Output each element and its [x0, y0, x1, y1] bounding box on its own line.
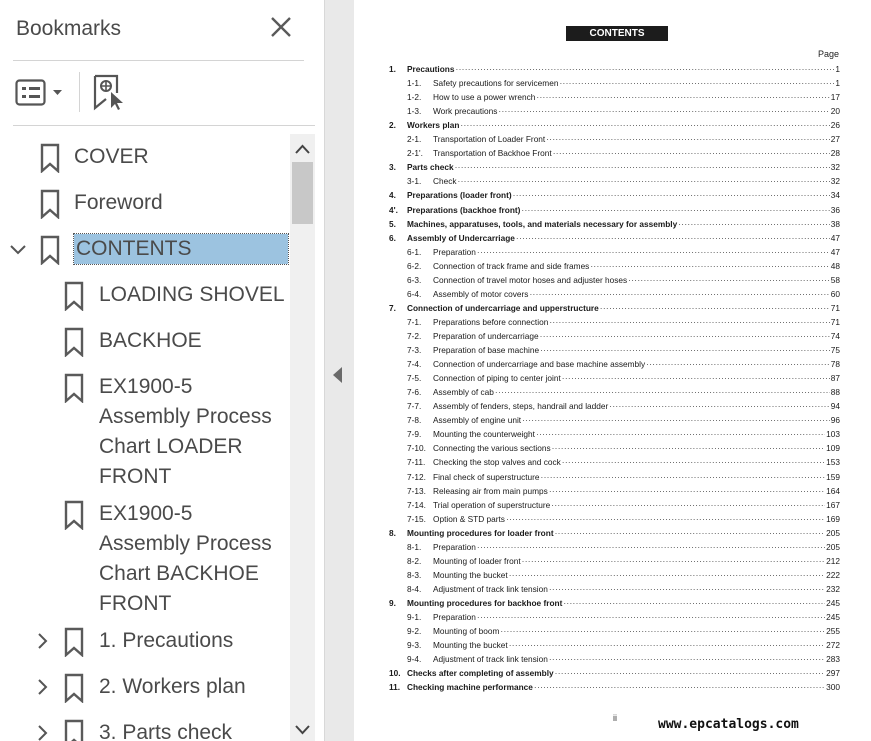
toc-entry[interactable]: [389, 639, 840, 651]
toc-page: 87: [830, 373, 840, 384]
toc-leader: [529, 288, 829, 300]
toc-title: Checks after completing of assembly: [407, 668, 554, 679]
bookmark-label: [74, 188, 163, 218]
toc-number: 5.: [389, 218, 396, 229]
bookmark-label-line: Chart LOADER: [99, 435, 243, 458]
toc-number: 6-4.: [407, 288, 422, 299]
toc-number: 7-4.: [407, 359, 422, 370]
toc-entry[interactable]: [389, 260, 840, 272]
toc-title: Assembly of engine unit: [433, 415, 522, 426]
toc-page: 28: [830, 148, 840, 159]
toc-page: 153: [826, 457, 840, 468]
toc-leader: [541, 471, 826, 483]
toc-number: 8-2.: [407, 555, 422, 566]
toc-entry[interactable]: [389, 358, 840, 370]
document-page: [354, 0, 871, 741]
chevron-down-icon: [290, 719, 315, 741]
toc-page: 34: [830, 190, 840, 201]
toc-page: 205: [826, 541, 840, 552]
panel-divider: [13, 125, 315, 126]
toc-title: Transportation of Backhoe Front: [433, 148, 552, 159]
toc-number: 1.: [389, 64, 396, 74]
bookmark-label-line: EX1900-5: [99, 502, 193, 525]
toc-number: 3-1.: [407, 176, 422, 187]
options-button[interactable]: [14, 76, 66, 110]
toc-leader: [513, 189, 830, 201]
toc-entry[interactable]: [389, 133, 840, 145]
toc-title: Mounting the counterweight: [433, 429, 535, 440]
toc-title: Preparations (backhoe front): [407, 204, 521, 215]
toc-leader: [549, 583, 825, 595]
toc-leader: [460, 119, 829, 131]
toc-entry[interactable]: [389, 232, 840, 244]
toc-leader: [646, 358, 830, 370]
toc-entry[interactable]: [389, 344, 840, 356]
toc-number: 2-1.: [407, 134, 422, 145]
bookmark-label-line: 2. Workers plan: [99, 675, 246, 698]
toc-leader: [522, 555, 826, 567]
bookmark-label: [99, 372, 272, 492]
bookmark-item[interactable]: [0, 326, 290, 356]
toc-entry[interactable]: [389, 625, 840, 637]
toc-leader: [678, 218, 830, 230]
toc-page: 20: [830, 106, 840, 117]
toc-entry[interactable]: [389, 316, 840, 328]
bookmark-icon: [63, 627, 85, 657]
toc-leader: [600, 302, 830, 314]
toc-leader: [546, 133, 830, 145]
toc-page: 32: [830, 176, 840, 187]
toc-number: 4.: [389, 190, 396, 201]
bookmark-label-line: CONTENTS: [76, 237, 192, 260]
toc-entry[interactable]: [389, 485, 840, 497]
toc-leader: [549, 653, 825, 665]
toc-page: 94: [830, 401, 840, 412]
toc-number: 1-1.: [407, 78, 422, 88]
toc-entry[interactable]: [389, 513, 840, 525]
toc-entry[interactable]: [389, 302, 840, 314]
toc-title: Mounting of boom: [433, 626, 500, 636]
toc-title: Transportation of Loader Front: [433, 134, 546, 145]
toc-title: Safety precautions for servicemen: [433, 78, 559, 88]
toc-leader: [477, 611, 825, 623]
toc-entry[interactable]: [389, 681, 840, 693]
bookmark-icon: [39, 235, 61, 265]
bookmark-label-line: BACKHOE: [99, 329, 202, 352]
toc-number: 7-13.: [407, 485, 426, 496]
toc-page: 58: [830, 274, 840, 285]
chevron-down-icon[interactable]: [8, 239, 28, 259]
bookmark-icon: [63, 500, 85, 530]
toc-number: 7-3.: [407, 345, 422, 355]
toc-page: 222: [826, 569, 840, 580]
toc-page: 272: [826, 640, 840, 651]
toc-entry[interactable]: [389, 583, 840, 595]
toc-number: 4'.: [389, 204, 398, 215]
toc-page: 283: [826, 654, 840, 665]
toc-entry[interactable]: [389, 456, 840, 468]
toc-leader: [509, 639, 825, 651]
toc-number: 7-14.: [407, 499, 426, 510]
toc-leader: [534, 681, 825, 693]
toc-number: 7-1.: [407, 316, 422, 327]
toc-number: 8-1.: [407, 541, 422, 552]
toc-page: 164: [826, 485, 840, 496]
bookmark-item[interactable]: [0, 372, 290, 492]
toc-entry[interactable]: [389, 611, 840, 623]
toc-number: 9-3.: [407, 640, 422, 651]
toc-title: Checking the stop valves and cock: [433, 457, 561, 468]
toc-number: 6-2.: [407, 260, 422, 271]
toc-page: 169: [826, 513, 840, 524]
toc-leader: [553, 147, 830, 159]
toc-title: Mounting procedures for loader front: [407, 527, 554, 538]
toc-title: Assembly of cab: [433, 387, 494, 398]
toc-title: Work precautions: [433, 106, 498, 117]
toc-title: Checking machine performance: [407, 682, 533, 693]
list-options-icon: [14, 76, 66, 110]
toc-title: Preparations before connection: [433, 316, 549, 327]
toc-entry[interactable]: [389, 189, 840, 201]
toc-entry[interactable]: [389, 667, 840, 679]
toc-number: 6.: [389, 232, 396, 243]
toc-page: 36: [830, 204, 840, 215]
toc-entry[interactable]: [389, 119, 840, 131]
bookmark-label-line: 1. Precautions: [99, 629, 234, 652]
scroll-thumb[interactable]: [292, 162, 313, 224]
toc-title: Assembly of motor covers: [433, 288, 529, 299]
toc-page: 1: [835, 78, 840, 88]
bookmark-label-line: Foreword: [74, 191, 163, 214]
toc-number: 9-2.: [407, 626, 422, 636]
toc-entry[interactable]: [389, 499, 840, 511]
toc-leader: [458, 175, 830, 187]
new-bookmark-icon: [91, 73, 129, 111]
toc-leader: [509, 569, 825, 581]
toc-leader: [559, 77, 834, 89]
chevron-right-icon[interactable]: [32, 677, 52, 697]
toc-number: 7-12.: [407, 471, 426, 482]
toc-entry[interactable]: [389, 63, 840, 75]
toc-number: 7-9.: [407, 429, 422, 440]
page-folio: ii: [613, 713, 617, 723]
toc-title: Connecting the various sections: [433, 443, 551, 454]
bookmark-icon: [63, 673, 85, 703]
toc-number: 7-5.: [407, 373, 422, 384]
toc-page: 75: [830, 345, 840, 355]
toc-leader: [500, 625, 825, 637]
toc-entry[interactable]: [389, 555, 840, 567]
toc-page: 245: [826, 612, 840, 622]
toc-page: 167: [826, 499, 840, 510]
toc-page: 245: [826, 597, 840, 608]
toc-number: 1-3.: [407, 106, 422, 117]
toc-title: Mounting the bucket: [433, 569, 508, 580]
toc-title: Assembly of fenders, steps, handrail and ladder: [433, 401, 609, 412]
toc-leader: [540, 330, 830, 342]
toc-number: 3.: [389, 162, 396, 173]
toc-leader: [455, 161, 830, 173]
toc-leader: [495, 386, 830, 398]
toc-leader: [563, 597, 825, 609]
bookmark-icon: [63, 281, 85, 311]
toc-page: 88: [830, 387, 840, 398]
panel-title: Bookmarks: [16, 17, 122, 40]
toc-leader: [477, 246, 830, 258]
toc-entry[interactable]: [389, 597, 840, 609]
toc-leader: [555, 667, 826, 679]
toc-leader: [536, 91, 829, 103]
toc-entry[interactable]: [389, 386, 840, 398]
scroll-down-button[interactable]: [290, 719, 315, 741]
toc-title: Adjustment of track link tension: [433, 583, 548, 594]
toc-title: How to use a power wrench: [433, 92, 536, 103]
toc-page: 47: [830, 246, 840, 257]
bookmark-label: [99, 280, 285, 310]
toc-number: 7-11.: [407, 457, 426, 468]
bookmark-label-line: Chart BACKHOE: [99, 562, 259, 585]
toc-title: Mounting procedures for backhoe front: [407, 597, 563, 608]
bookmark-label-line: EX1900-5: [99, 375, 193, 398]
bookmark-item[interactable]: [0, 234, 290, 264]
bookmark-item[interactable]: [0, 499, 290, 619]
toc-page: 71: [830, 316, 840, 327]
toc-title: Preparations (loader front): [407, 190, 512, 201]
toc-number: 7-8.: [407, 415, 422, 426]
bookmark-label-line: Assembly Process: [99, 405, 272, 428]
toc-title: Assembly of Undercarriage: [407, 232, 515, 243]
watermark-text: www.epcatalogs.com: [658, 717, 799, 732]
bookmark-label: [99, 626, 233, 656]
new-bookmark-button[interactable]: [91, 73, 129, 111]
chevron-up-icon: [290, 138, 315, 160]
toc-page: 48: [830, 260, 840, 271]
toc-title: Mounting the bucket: [433, 640, 508, 651]
toc-leader: [609, 400, 830, 412]
toc-number: 9.: [389, 597, 396, 608]
toc-page: 300: [826, 682, 840, 693]
bookmark-icon: [39, 189, 61, 219]
bookmark-label: [99, 326, 202, 356]
bookmark-label-line: FRONT: [99, 592, 172, 615]
toc-page: 109: [826, 443, 840, 454]
chevron-right-icon[interactable]: [32, 723, 52, 741]
toc-leader: [498, 105, 829, 117]
bookmark-item[interactable]: [0, 142, 290, 172]
toc-entry[interactable]: [389, 274, 840, 286]
toc-entry[interactable]: [389, 428, 840, 440]
toc-number: 6-1.: [407, 246, 422, 257]
toc-page: 103: [826, 429, 840, 440]
bookmark-label-line: FRONT: [99, 465, 172, 488]
toc-number: 10.: [389, 668, 401, 679]
toc-number: 7-15.: [407, 513, 426, 524]
toc-number: 7-7.: [407, 401, 422, 412]
bookmark-label: [99, 718, 232, 741]
bookmark-icon: [63, 327, 85, 357]
toc-title: Releasing air from main pumps: [433, 485, 548, 496]
toc-title: Trial operation of superstructure: [433, 499, 551, 510]
toc-page: 26: [830, 120, 840, 131]
toc-number: 8-3.: [407, 569, 422, 580]
toc-title: Connection of track frame and side frames: [433, 260, 590, 271]
toc-title: Preparation of undercarriage: [433, 330, 539, 341]
bookmark-item[interactable]: [0, 672, 290, 702]
toc-leader: [549, 316, 829, 328]
toc-page: 255: [826, 626, 840, 636]
toc-title: Option & STD parts: [433, 513, 505, 524]
toc-page: 96: [830, 415, 840, 426]
toc-title: Final check of superstructure: [433, 471, 540, 482]
bookmark-label-line: LOADING SHOVEL: [99, 283, 285, 306]
toc-page: 32: [830, 162, 840, 173]
toc-entry[interactable]: [389, 400, 840, 412]
toc-entry[interactable]: [389, 442, 840, 454]
toc-leader: [536, 428, 825, 440]
toc-title: Preparation: [433, 246, 476, 257]
bookmark-item[interactable]: [0, 280, 290, 310]
toc-title: Connection of undercarriage and upperstructure: [407, 302, 599, 313]
toc-leader: [628, 274, 830, 286]
toc-page: 71: [830, 302, 840, 313]
toc-number: 8-4.: [407, 583, 422, 594]
toc-number: 6-3.: [407, 274, 422, 285]
toc-leader: [590, 260, 829, 272]
toc-leader: [516, 232, 830, 244]
toc-title: Preparation: [433, 541, 476, 552]
toc-title: Preparation: [433, 612, 476, 622]
bookmark-item[interactable]: [0, 188, 290, 218]
toc-entry[interactable]: [389, 147, 840, 159]
toc-title: Connection of undercarriage and base machine assembly: [433, 359, 646, 370]
bookmark-item[interactable]: [0, 626, 290, 656]
toc-entry[interactable]: [389, 414, 840, 426]
toc-title: Preparation of base machine: [433, 345, 540, 355]
toc-number: 7-6.: [407, 387, 422, 398]
toc-entry[interactable]: [389, 161, 840, 173]
toc-leader: [506, 513, 825, 525]
toc-entry[interactable]: [389, 330, 840, 342]
toc-number: 2.: [389, 120, 396, 131]
toc-page: 205: [826, 527, 840, 538]
toc-leader: [562, 456, 825, 468]
triangle-left-icon: [330, 364, 346, 386]
toc-number: 11.: [389, 682, 401, 693]
bookmark-label-line: COVER: [74, 145, 149, 168]
toc-page: 159: [826, 471, 840, 482]
toc-entry[interactable]: [389, 653, 840, 665]
toc-number: 8.: [389, 527, 396, 538]
toc-page: 74: [830, 330, 840, 341]
toc-entry[interactable]: [389, 77, 840, 89]
toc-entry[interactable]: [389, 204, 840, 216]
toc-title: Adjustment of track link tension: [433, 654, 548, 665]
bookmark-icon: [63, 719, 85, 741]
toc-entry[interactable]: [389, 527, 840, 539]
toc-page: 232: [826, 583, 840, 594]
collapse-panel-button[interactable]: [330, 364, 346, 386]
toc-number: 9-1.: [407, 612, 422, 622]
toc-entry[interactable]: [389, 541, 840, 553]
bookmark-tree: [0, 134, 290, 741]
toc-entry[interactable]: [389, 175, 840, 187]
toc-entry[interactable]: [389, 91, 840, 103]
toc-title: Mounting of loader front: [433, 555, 521, 566]
toc-leader: [521, 204, 829, 216]
toc-title: Connection of travel motor hoses and adjuster hoses: [433, 274, 628, 285]
toc-title: Parts check: [407, 162, 454, 173]
toc-number: 7-2.: [407, 330, 422, 341]
toc-entry[interactable]: [389, 288, 840, 300]
bookmark-label-line: 3. Parts check: [99, 721, 233, 741]
toc-entry[interactable]: [389, 471, 840, 483]
toc-leader: [477, 541, 825, 553]
toolbar-divider: [79, 72, 80, 112]
bookmark-icon: [63, 373, 85, 403]
toc-entry[interactable]: [389, 569, 840, 581]
toc-page: 212: [826, 555, 840, 566]
toc-entry[interactable]: [389, 105, 840, 117]
bookmark-scrollbar[interactable]: [290, 134, 315, 741]
toc-number: 9-4.: [407, 654, 422, 665]
toc-leader: [551, 499, 825, 511]
toc-number: 7-10.: [407, 443, 426, 454]
scroll-up-button[interactable]: [290, 138, 315, 160]
toc-entry[interactable]: [389, 218, 840, 230]
toc-leader: [522, 414, 830, 426]
toc-number: 2-1'.: [407, 148, 423, 159]
toc-entry[interactable]: [389, 246, 840, 258]
toc-page: 1: [835, 64, 840, 74]
bookmark-label: [74, 142, 149, 172]
toc-number: 1-2.: [407, 92, 422, 103]
close-icon[interactable]: [268, 14, 294, 40]
toc-entry[interactable]: [389, 372, 840, 384]
toc-page: 78: [830, 359, 840, 370]
chevron-right-icon[interactable]: [32, 631, 52, 651]
toc-title: Check: [433, 176, 457, 187]
bookmark-label: [99, 499, 272, 619]
toc-leader: [540, 344, 830, 356]
toc-leader: [562, 372, 830, 384]
bookmark-icon: [39, 143, 61, 173]
toc-leader: [552, 442, 826, 454]
bookmark-label: [99, 672, 246, 702]
toc-title: Connection of piping to center joint: [433, 373, 561, 384]
toc-page: 47: [830, 232, 840, 243]
toc-number: 7.: [389, 302, 396, 313]
bookmark-label: [74, 234, 288, 264]
bookmark-item[interactable]: [0, 718, 290, 741]
toc-page: 60: [830, 288, 840, 299]
bookmarks-panel: [0, 0, 325, 741]
bookmark-label-line: Assembly Process: [99, 532, 272, 555]
toc-leader: [456, 63, 835, 75]
page-column-label: Page: [818, 49, 840, 59]
toc-title: Machines, apparatuses, tools, and materials necessary for assembly: [407, 218, 678, 229]
toc-leader: [555, 527, 826, 539]
panel-divider: [13, 60, 304, 61]
document-heading: CONTENTS: [566, 26, 668, 41]
toc-page: 38: [830, 218, 840, 229]
toc-page: 27: [830, 134, 840, 145]
toc-title: Precautions: [407, 64, 455, 74]
toc-page: 17: [830, 92, 840, 103]
toc-title: Workers plan: [407, 120, 460, 131]
toc-leader: [549, 485, 825, 497]
toc-page: 297: [826, 668, 840, 679]
